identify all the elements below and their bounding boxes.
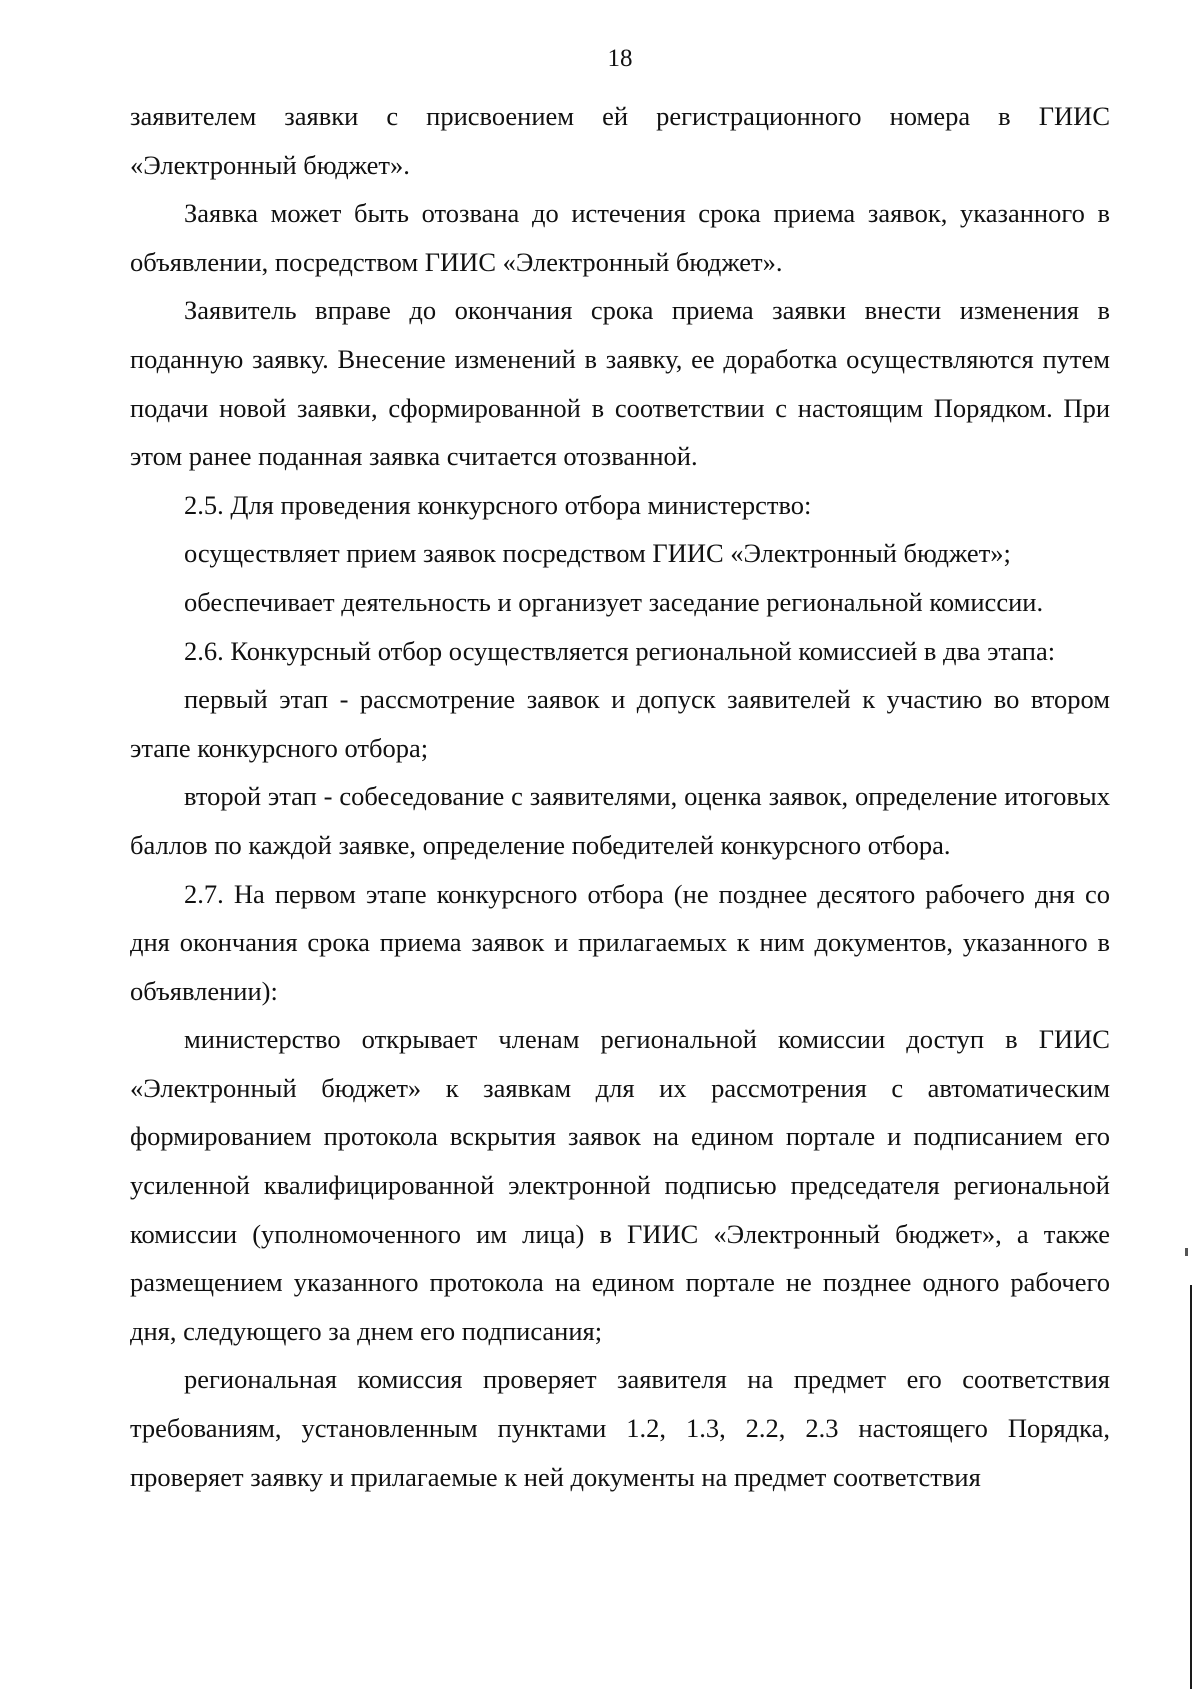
paragraph-2-6-stage-1: первый этап - рассмотрение заявок и допуск заявителей к участию во втором этапе конкурсного отбора; (130, 684, 1110, 763)
paragraph-2-7-commission: региональная комиссия проверяет заявителя на предмет его соответствия требованиям, установленным пунктами 1.2, 1.3, 2.2, 2.3 настоящего Порядка, проверяет заявку и прилагаемые к ней документы на предмет соответствия (130, 1364, 1110, 1492)
document-body (130, 92, 1110, 1501)
page-number: 18 (607, 45, 633, 72)
scan-edge-line (1190, 1285, 1192, 1689)
paragraph-continuation: заявителем заявки с присвоением ей регистрационного номера в ГИИС «Электронный бюджет». (130, 101, 1110, 180)
paragraph-2-7-ministry: министерство открывает членам региональной комиссии доступ в ГИИС «Электронный бюджет» к заявкам для их рассмотрения с автоматическим формированием протокола вскрытия заявок на едином портале и подписанием его усиленной квалифицированной электронной подписью председателя региональной комиссии (уполномоченного им лица) в ГИИС «Электронный бюджет», а также размещением указанного протокола на едином портале не позднее одного рабочего дня, следующего за днем его подписания; (130, 1024, 1110, 1346)
paragraph-2-5-item-1: осуществляет прием заявок посредством ГИИС «Электронный бюджет»; (184, 538, 1011, 569)
paragraph-2-5: 2.5. Для проведения конкурсного отбора министерство: (184, 489, 812, 520)
scan-artifact-mark (1185, 1248, 1188, 1256)
paragraph-amendments: Заявитель вправе до окончания срока приема заявки внести изменения в поданную заявку. Внесение изменений в заявку, ее доработка осуществляются путем подачи новой заявки, сформированной в соответствии с настоящим Порядком. При этом ранее поданная заявка считается отозванной. (130, 295, 1110, 472)
paragraph-withdrawal: Заявка может быть отозвана до истечения срока приема заявок, указанного в объявлении, посредством ГИИС «Электронный бюджет». (130, 198, 1110, 277)
paragraph-2-6-stage-2: второй этап - собеседование с заявителями, оценка заявок, определение итоговых баллов по каждой заявке, определение победителей конкурсного отбора. (130, 781, 1110, 860)
paragraph-2-6: 2.6. Конкурсный отбор осуществляется региональной комиссией в два этапа: (184, 635, 1056, 666)
paragraph-2-7: 2.7. На первом этапе конкурсного отбора (не позднее десятого рабочего дня со дня окончания срока приема заявок и прилагаемых к ним документов, указанного в объявлении): (130, 878, 1110, 1006)
paragraph-2-5-item-2: обеспечивает деятельность и организует заседание региональной комиссии. (184, 586, 1044, 617)
